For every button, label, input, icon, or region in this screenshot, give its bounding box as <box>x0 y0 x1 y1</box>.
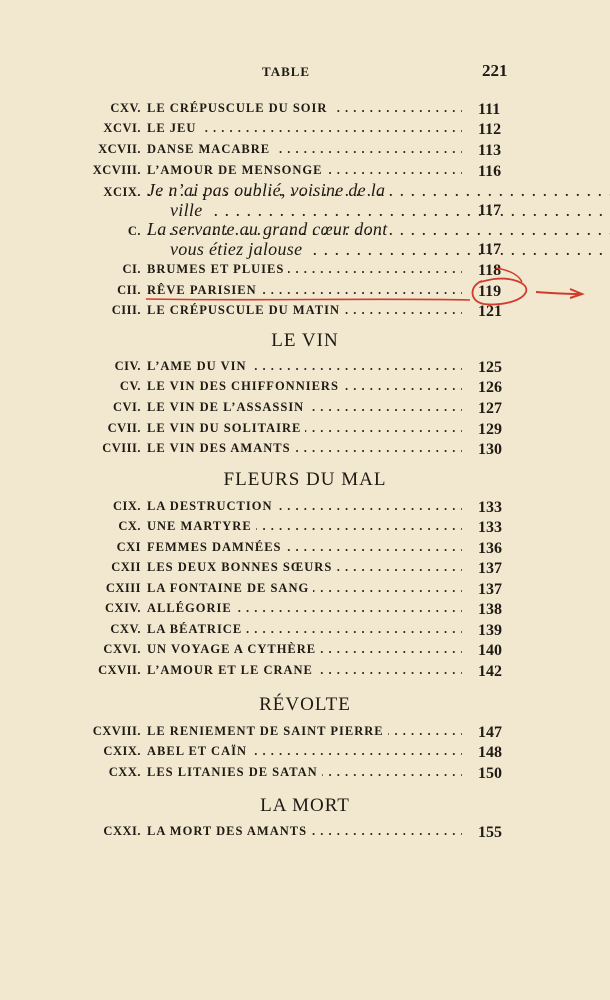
toc-entry <box>0 601 610 621</box>
poem-title: DANSE MACABRE . . . <box>147 142 462 157</box>
poem-title-line2: vous étiez jalouse . . . <box>170 239 462 260</box>
poem-page: 117 <box>478 241 502 258</box>
poem-title: BRUMES ET PLUIES . . . <box>147 262 462 277</box>
poem-number: XCVIII. <box>92 163 141 177</box>
poem-title: LA DESTRUCTION . . . <box>147 499 462 514</box>
poem-number: CXV. <box>110 101 141 115</box>
poem-title-line1: La servante au grand cœur dont . . . <box>147 219 467 240</box>
section-heading: RÉVOLTE <box>259 694 351 715</box>
toc-entry <box>0 441 610 461</box>
poem-page: 148 <box>478 744 502 761</box>
poem-page: 136 <box>478 540 502 557</box>
poem-number: XCIX. <box>103 185 141 199</box>
toc-entry <box>0 824 610 844</box>
poem-title: FEMMES DAMNÉES . . . <box>147 540 462 555</box>
poem-title: ABEL ET CAÏN . . . <box>147 744 462 759</box>
poem-page: 150 <box>478 765 502 782</box>
poem-page: 137 <box>478 581 502 598</box>
poem-page: 142 <box>478 663 502 680</box>
toc-entry <box>0 101 610 121</box>
poem-number: CXIV. <box>105 601 141 615</box>
toc-entry <box>0 180 610 222</box>
poem-number: CXXI. <box>103 824 141 838</box>
poem-title: LE VIN DES AMANTS . . . <box>147 441 462 456</box>
running-title: TABLE <box>262 64 311 79</box>
toc-entry <box>0 724 610 744</box>
poem-title: UN VOYAGE A CYTHÈRE . . . <box>147 642 462 657</box>
poem-page: 117 <box>478 202 502 219</box>
poem-title: LE CRÉPUSCULE DU MATIN . . . <box>147 303 462 318</box>
toc-entry <box>0 642 610 662</box>
poem-number: CIII. <box>111 303 141 317</box>
poem-page: 113 <box>478 142 502 159</box>
toc-entry <box>0 379 610 399</box>
poem-title: L’AMOUR ET LE CRANE . . . <box>147 663 462 678</box>
poem-page: 121 <box>478 303 502 320</box>
toc-entry <box>0 744 610 764</box>
toc-entry <box>0 262 610 282</box>
poem-number: CXX. <box>108 765 141 779</box>
poem-title: UNE MARTYRE . . . <box>147 519 462 534</box>
toc-entry <box>0 303 610 323</box>
poem-number: CII. <box>117 283 141 297</box>
toc-entry <box>0 121 610 141</box>
poem-page: 116 <box>478 163 502 180</box>
poem-page: 133 <box>478 499 502 516</box>
poem-title: LES DEUX BONNES SŒURS . . . <box>147 560 462 575</box>
poem-page: 138 <box>478 601 502 618</box>
poem-page: 137 <box>478 560 502 577</box>
poem-number: CIX. <box>112 499 141 513</box>
poem-number: XCVII. <box>98 142 141 156</box>
toc-entry <box>0 560 610 580</box>
poem-title: LES LITANIES DE SATAN . . . <box>147 765 462 780</box>
section-heading: FLEURS DU MAL <box>223 469 387 490</box>
poem-title: RÊVE PARISIEN . . . <box>147 283 462 298</box>
toc-entry <box>0 359 610 379</box>
toc-entry <box>0 540 610 560</box>
poem-number: CXVII. <box>98 663 141 677</box>
poem-number: CXII <box>111 560 141 574</box>
poem-title: LA FONTAINE DE SANG . . . <box>147 581 462 596</box>
toc-entry <box>0 421 610 441</box>
poem-title: L’AMOUR DE MENSONGE . . . <box>147 163 462 178</box>
page-number: 221 <box>482 61 508 80</box>
poem-page: 126 <box>478 379 502 396</box>
toc-entry-highlighted <box>0 283 610 303</box>
poem-number: CXI <box>116 540 141 554</box>
poem-number: CX. <box>118 519 141 533</box>
poem-number: CV. <box>119 379 141 393</box>
poem-page: 111 <box>478 101 501 118</box>
poem-title: LE CRÉPUSCULE DU SOIR . . . <box>147 101 462 116</box>
toc-entry <box>0 519 610 539</box>
toc-entry <box>0 499 610 519</box>
poem-number: CI. <box>122 262 141 276</box>
poem-title: LE JEU . . . <box>147 121 462 136</box>
poem-page: 139 <box>478 622 502 639</box>
poem-title: LA MORT DES AMANTS . . . <box>147 824 462 839</box>
poem-title-line2: ville . . . <box>170 200 462 221</box>
poem-number: C. <box>127 224 141 238</box>
poem-page: 125 <box>478 359 502 376</box>
poem-page: 118 <box>478 262 502 279</box>
poem-page: 130 <box>478 441 502 458</box>
poem-number: CXVIII. <box>92 724 141 738</box>
poem-title: LA BÉATRICE . . . <box>147 622 462 637</box>
poem-page: 129 <box>478 421 502 438</box>
poem-title: LE VIN DU SOLITAIRE . . . <box>147 421 462 436</box>
poem-number: XCVI. <box>103 121 141 135</box>
poem-number: CXIX. <box>103 744 141 758</box>
section-heading: LE VIN <box>271 330 339 351</box>
poem-title: ALLÉGORIE . . . <box>147 601 462 616</box>
poem-title: LE VIN DE L’ASSASSIN . . . <box>147 400 462 415</box>
poem-page: 155 <box>478 824 502 841</box>
poem-title-line1: Je n’ai pas oublié, voisine de la . . . <box>147 180 467 201</box>
poem-title: L’AME DU VIN . . . <box>147 359 462 374</box>
poem-title: LE VIN DES CHIFFONNIERS . . . <box>147 379 462 394</box>
poem-number: CVII. <box>107 421 141 435</box>
section-heading: LA MORT <box>260 795 350 816</box>
poem-number: CIV. <box>114 359 141 373</box>
poem-page: 119 <box>478 283 502 300</box>
poem-page: 127 <box>478 400 502 417</box>
toc-entry <box>0 663 610 683</box>
poem-number: CXV. <box>110 622 141 636</box>
poem-number: CVI. <box>112 400 141 414</box>
toc-entry <box>0 622 610 642</box>
toc-entry <box>0 142 610 162</box>
toc-entry <box>0 765 610 785</box>
poem-page: 133 <box>478 519 502 536</box>
poem-page: 112 <box>478 121 502 138</box>
poem-number: CVIII. <box>102 441 141 455</box>
poem-number: CXIII <box>105 581 141 595</box>
toc-entry <box>0 581 610 601</box>
poem-page: 147 <box>478 724 502 741</box>
poem-page: 140 <box>478 642 502 659</box>
toc-entry <box>0 400 610 420</box>
poem-title: LE RENIEMENT DE SAINT PIERRE . . . <box>147 724 462 739</box>
toc-entry <box>0 219 610 261</box>
poem-number: CXVI. <box>103 642 141 656</box>
